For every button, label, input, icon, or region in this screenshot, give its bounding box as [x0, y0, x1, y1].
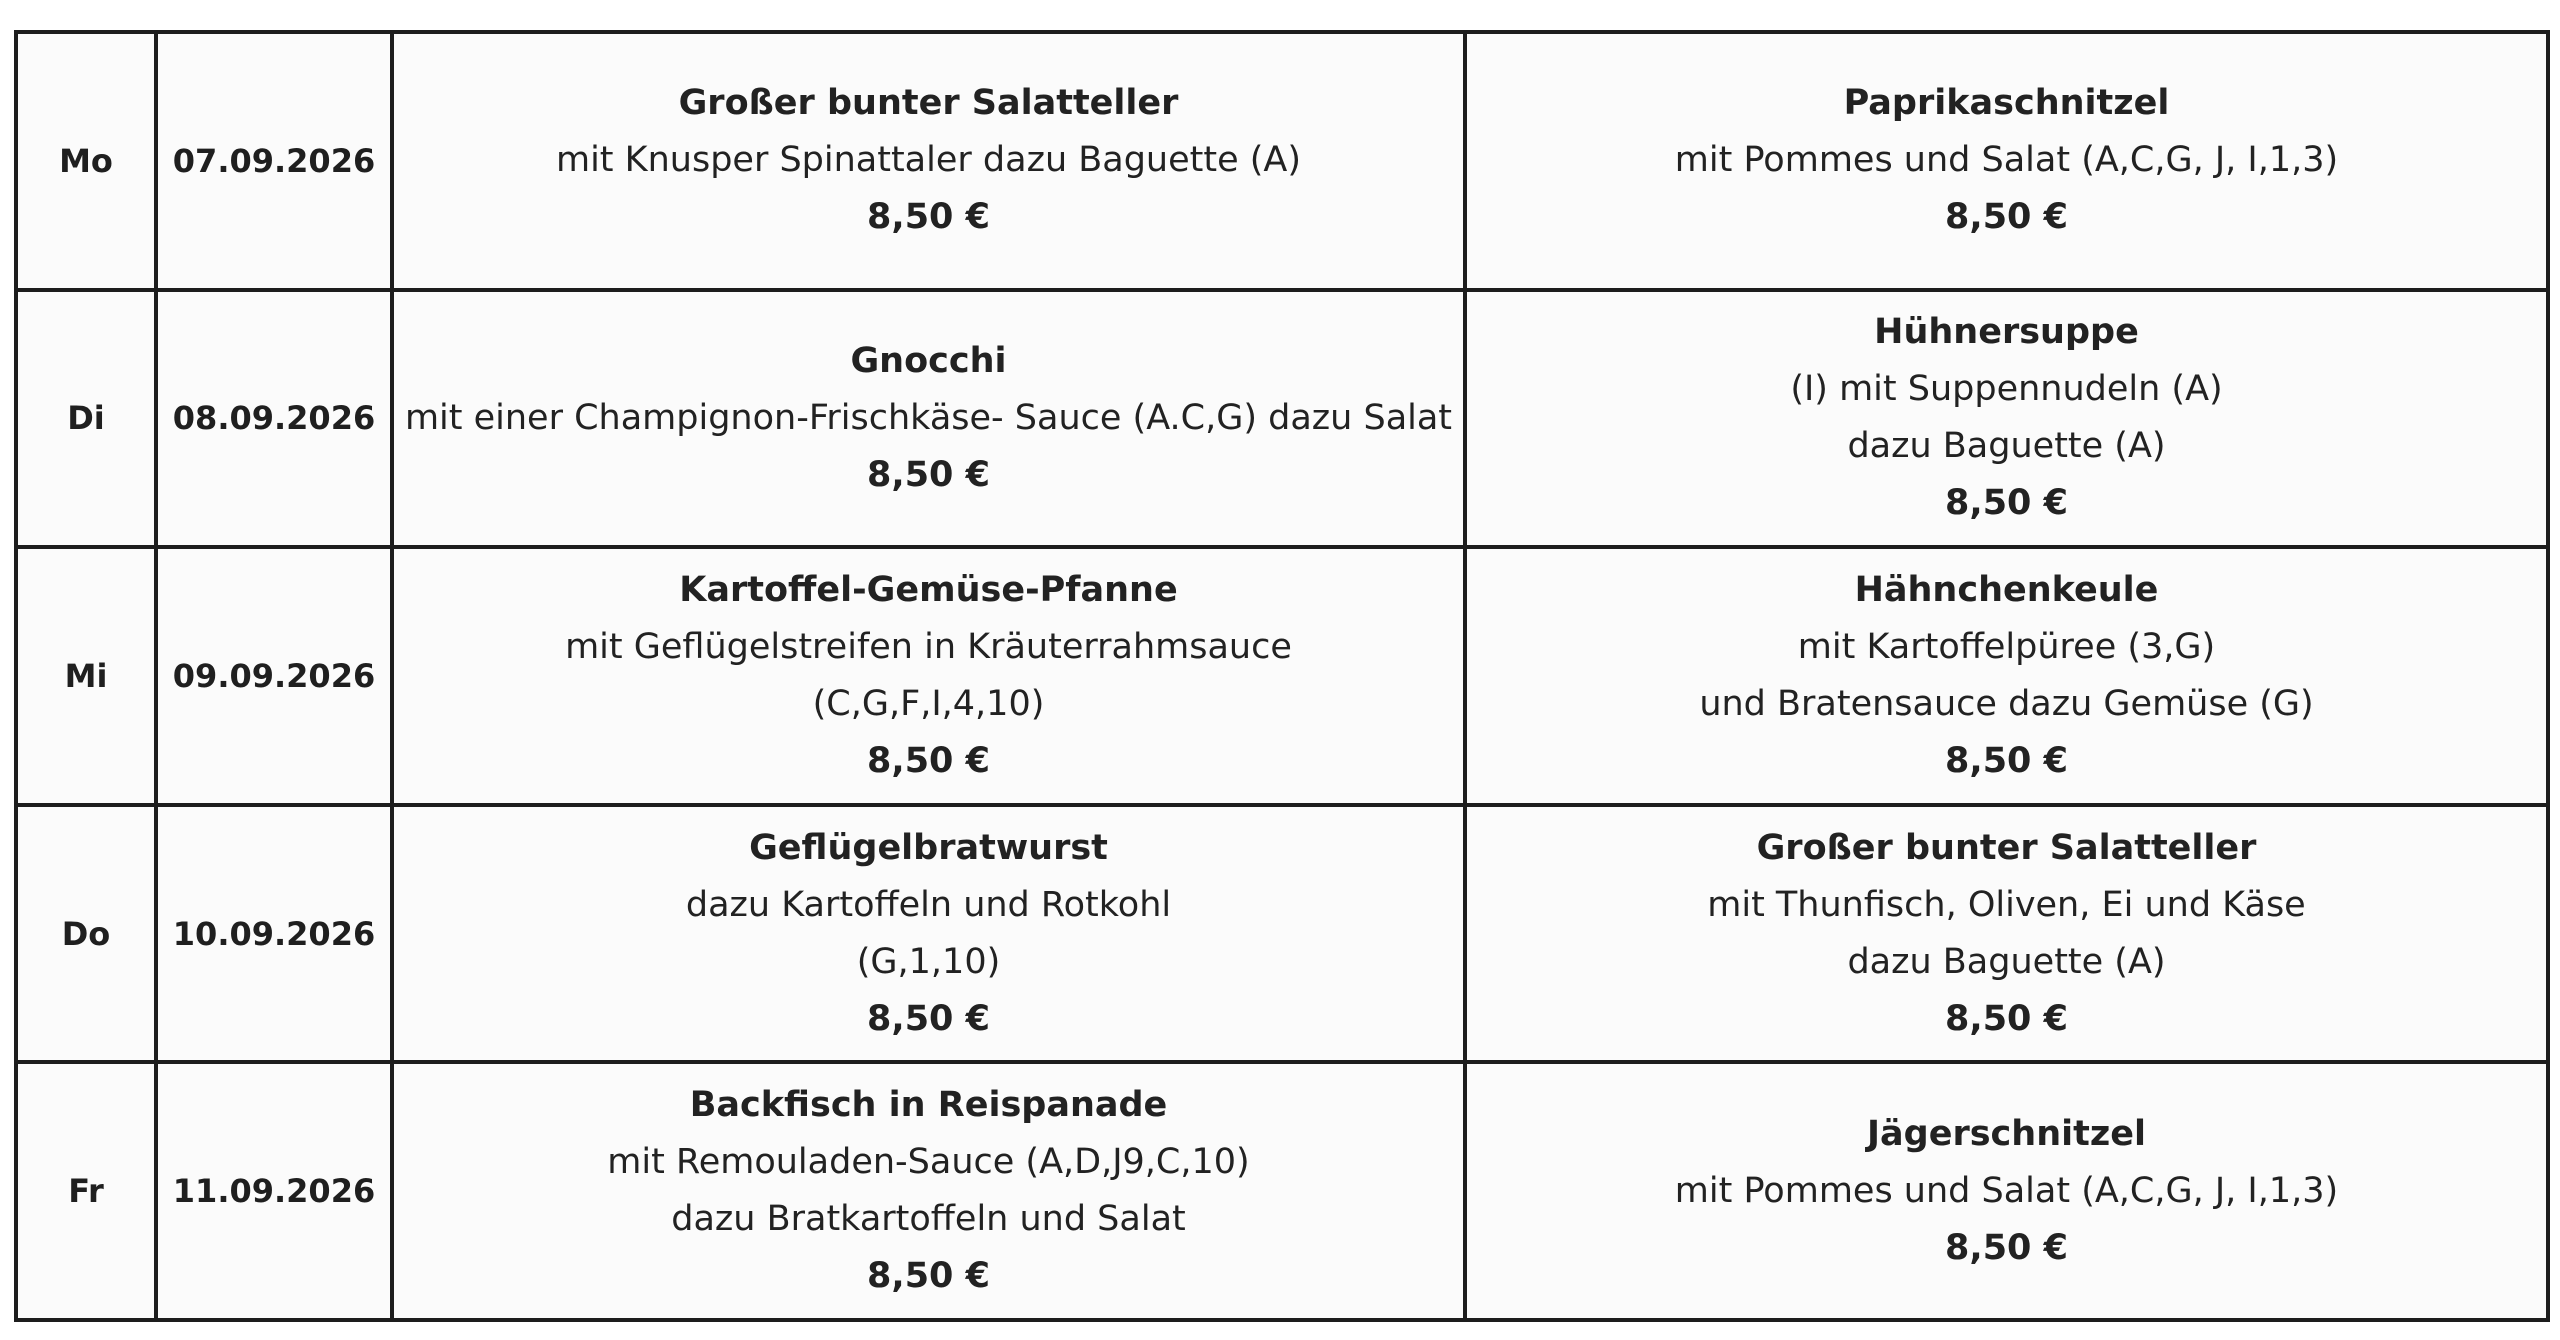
dish-description: mit Knusper Spinattaler dazu Baguette (A) — [555, 140, 1302, 181]
dish-cell-left — [392, 805, 1465, 1063]
dish-description: mit Kartoffelpüree (3,G) — [1797, 626, 2216, 667]
menu-row-monday — [16, 32, 2548, 290]
dish-price: 8,50 € — [867, 1256, 990, 1297]
dish-title: Hähnchenkeule — [1854, 569, 2159, 610]
day-cell: Di — [16, 290, 156, 548]
date-cell: 11.09.2026 — [156, 1062, 392, 1320]
dish-price: 8,50 € — [1945, 483, 2068, 524]
dish-title: Geflügelbratwurst — [749, 827, 1108, 868]
day-cell: Do — [16, 805, 156, 1063]
dish-price: 8,50 € — [1945, 197, 2068, 238]
dish-cell-right — [1465, 547, 2548, 805]
dish-cell-left — [392, 1062, 1465, 1320]
day-cell: Mi — [16, 547, 156, 805]
dish-description: mit Thunfisch, Oliven, Ei und Käse — [1707, 884, 2306, 925]
dish-cell-right — [1465, 805, 2548, 1063]
dish-title: Gnocchi — [850, 340, 1007, 381]
dish-cell-right — [1465, 1062, 2548, 1320]
dish-title: Großer bunter Salatteller — [1756, 827, 2257, 868]
menu-row-tuesday — [16, 290, 2548, 548]
dish-cell-left — [392, 547, 1465, 805]
day-cell: Mo — [16, 32, 156, 290]
dish-title: Jägerschnitzel — [1867, 1113, 2146, 1154]
dish-description: mit Pommes und Salat (A,C,G, J, I,1,3) — [1674, 1170, 2339, 1211]
dish-cell-right — [1465, 290, 2548, 548]
dish-price: 8,50 € — [867, 197, 990, 238]
dish-price: 8,50 € — [867, 998, 990, 1039]
date-cell: 10.09.2026 — [156, 805, 392, 1063]
dish-title: Backfisch in Reispanade — [689, 1085, 1168, 1126]
dish-price: 8,50 € — [1945, 1227, 2068, 1268]
dish-description: mit Remouladen-Sauce (A,D,J9,C,10) — [607, 1142, 1250, 1183]
dish-price: 8,50 € — [1945, 998, 2068, 1039]
dish-description: mit Geflügelstreifen in Kräuterrahmsauce — [565, 626, 1292, 667]
dish-description: mit einer Champignon-Frischkäse- Sauce (A.C,G) dazu Salat — [404, 397, 1453, 438]
menu-row-thursday — [16, 805, 2548, 1063]
dish-description: mit Pommes und Salat (A,C,G, J, I,1,3) — [1674, 140, 2339, 181]
weekly-menu-table — [14, 30, 2550, 1322]
menu-row-wednesday — [16, 547, 2548, 805]
dish-title: Großer bunter Salatteller — [678, 83, 1179, 124]
date-cell: 07.09.2026 — [156, 32, 392, 290]
date-cell: 09.09.2026 — [156, 547, 392, 805]
menu-row-friday — [16, 1062, 2548, 1320]
dish-cell-left — [392, 32, 1465, 290]
dish-description: und Bratensauce dazu Gemüse (G) — [1699, 683, 2314, 724]
dish-description: (G,1,10) — [856, 941, 1001, 982]
dish-title: Paprikaschnitzel — [1843, 83, 2170, 124]
dish-title: Kartoffel-Gemüse-Pfanne — [679, 569, 1178, 610]
dish-description: (C,G,F,I,4,10) — [812, 683, 1045, 724]
date-cell: 08.09.2026 — [156, 290, 392, 548]
dish-description: (I) mit Suppennudeln (A) — [1790, 369, 2223, 410]
dish-cell-right — [1465, 32, 2548, 290]
day-cell: Fr — [16, 1062, 156, 1320]
dish-title: Hühnersuppe — [1874, 312, 2139, 353]
dish-description: dazu Bratkartoffeln und Salat — [671, 1199, 1186, 1240]
dish-description: dazu Kartoffeln und Rotkohl — [685, 884, 1172, 925]
dish-description: dazu Baguette (A) — [1847, 426, 2166, 467]
dish-price: 8,50 € — [1945, 740, 2068, 781]
dish-description: dazu Baguette (A) — [1847, 941, 2166, 982]
dish-price: 8,50 € — [867, 740, 990, 781]
dish-price: 8,50 € — [867, 454, 990, 495]
dish-cell-left — [392, 290, 1465, 548]
